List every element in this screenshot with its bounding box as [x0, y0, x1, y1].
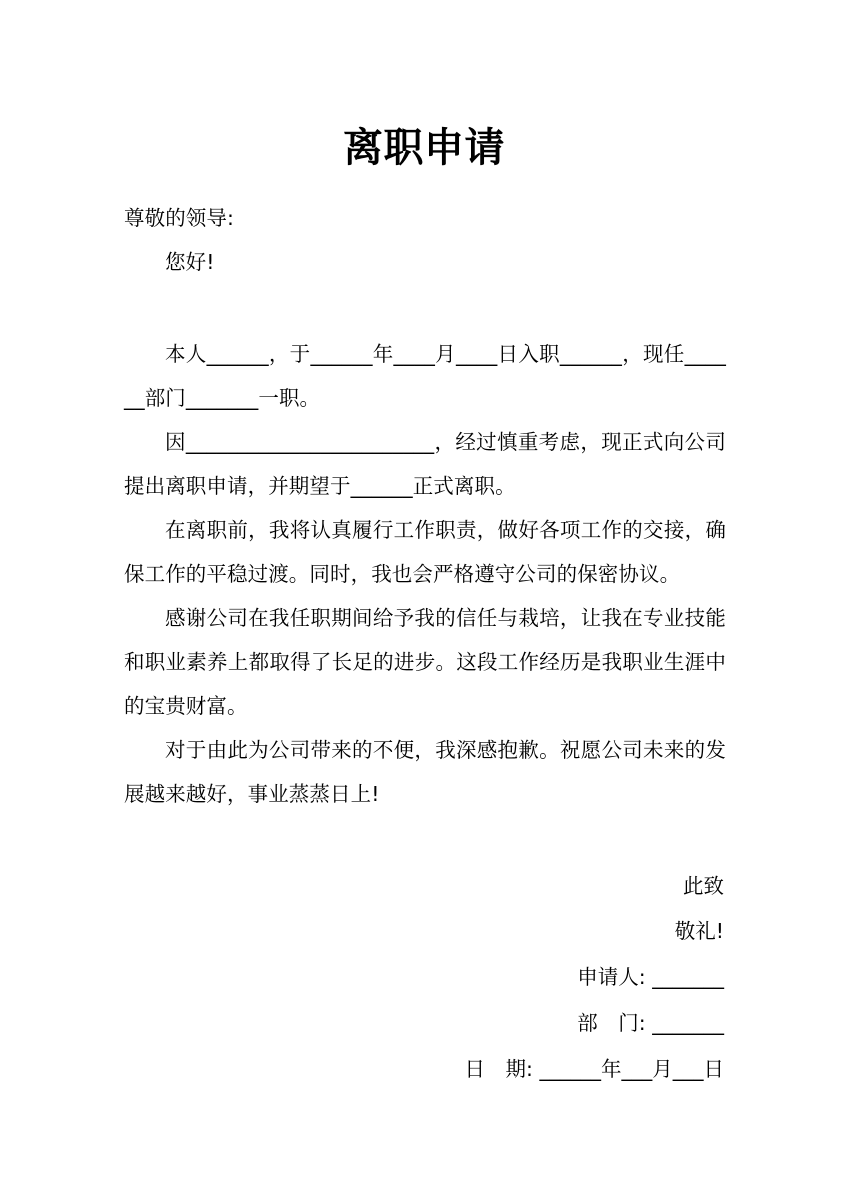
- greeting-line: 您好!: [165, 250, 215, 274]
- date-label-suffix: 期:: [505, 1057, 533, 1081]
- date-day-unit: 日: [703, 1057, 724, 1081]
- salutation-line: 尊敬的领导:: [124, 206, 235, 230]
- department-label-suffix: 门:: [618, 1011, 646, 1035]
- main-paragraphs: [124, 332, 726, 816]
- signature-date-row: [124, 1046, 724, 1092]
- date-month-blank[interactable]: ___: [621, 1057, 653, 1081]
- department-label-prefix: 部: [577, 1011, 598, 1035]
- date-year-blank[interactable]: ______: [539, 1057, 601, 1081]
- date-day-blank[interactable]: ___: [672, 1057, 704, 1081]
- page-title: 离职申请: [343, 125, 505, 171]
- signature-applicant-row: [124, 954, 724, 1000]
- closing-block: [124, 864, 724, 954]
- signature-block: [124, 954, 724, 1092]
- applicant-blank[interactable]: _______: [652, 965, 724, 989]
- closing-line-cizhi: 此致: [683, 874, 724, 898]
- paragraph-reason: 因________________________，经过慎重考虑，现正式向公司提出离职申请，并期望于______正式离职。: [124, 430, 726, 498]
- paragraph-employment-info: 本人______，于______年____月____日入职______，现任______部门_______一职。: [124, 342, 726, 410]
- paragraph-handover: 在离职前，我将认真履行工作职责，做好各项工作的交接，确保工作的平稳过渡。同时，我也会严格遵守公司的保密协议。: [124, 518, 726, 586]
- paragraph-apology: 对于由此为公司带来的不便，我深感抱歉。祝愿公司未来的发展越来越好，事业蒸蒸日上!: [124, 738, 726, 806]
- paragraph-gratitude: 感谢公司在我任职期间给予我的信任与栽培，让我在专业技能和职业素养上都取得了长足的进步。这段工作经历是我职业生涯中的宝贵财富。: [124, 606, 726, 718]
- department-blank[interactable]: _______: [652, 1011, 724, 1035]
- applicant-label: 申请人:: [577, 965, 646, 989]
- closing-line-jingli: 敬礼!: [674, 919, 724, 943]
- date-label-prefix: 日: [464, 1057, 486, 1081]
- date-month-unit: 月: [652, 1057, 673, 1081]
- date-year-unit: 年: [601, 1057, 622, 1081]
- signature-department-row: [124, 1000, 724, 1046]
- greeting-block: [124, 196, 724, 284]
